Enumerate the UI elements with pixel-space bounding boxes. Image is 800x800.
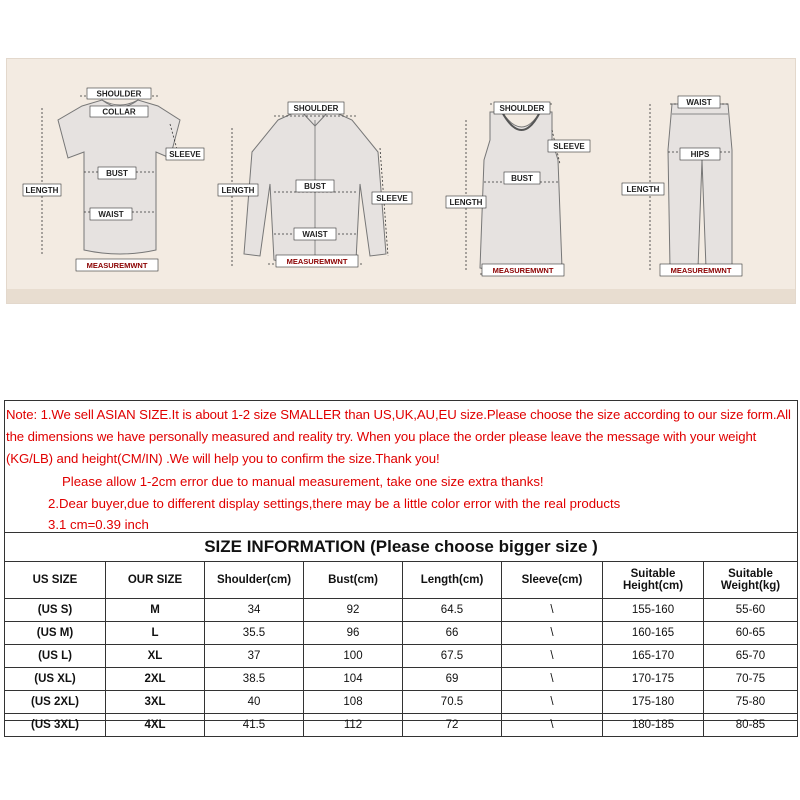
cell-bust: 100 — [304, 645, 403, 668]
table-row — [5, 599, 798, 622]
tshirt-shoulder-label: SHOULDER — [96, 89, 142, 99]
cell-height: 170-175 — [603, 668, 704, 691]
pants-measurement-label: MEASUREMWNT — [670, 266, 732, 275]
size-table-header-row — [5, 562, 798, 599]
tank-measurement-label: MEASUREMWNT — [492, 266, 554, 275]
note-error-allowance: Please allow 1-2cm error due to manual measurement, take one size extra thanks! — [62, 474, 544, 489]
cell-shoulder: 40 — [205, 691, 304, 714]
tank-length-label: LENGTH — [449, 198, 483, 207]
table-row — [5, 691, 798, 714]
table-row — [5, 645, 798, 668]
cell-weight: 70-75 — [704, 668, 798, 691]
shirt-bust-label: BUST — [304, 182, 326, 191]
shirt-length-label: LENGTH — [221, 186, 255, 195]
cell-weight: 55-60 — [704, 599, 798, 622]
tshirt-bust-label: BUST — [106, 169, 128, 178]
cell-our-size: 4XL — [106, 714, 205, 737]
cell-bust: 96 — [304, 622, 403, 645]
pants-length-label: LENGTH — [626, 185, 660, 194]
pants-hips-label: HIPS — [690, 150, 710, 159]
cell-our-size: 3XL — [106, 691, 205, 714]
cell-us-size: (US L) — [5, 645, 106, 668]
header-us-size: US SIZE — [5, 562, 106, 599]
cell-our-size: L — [106, 622, 205, 645]
header-height: Suitable Height(cm) — [603, 562, 704, 599]
cell-height: 180-185 — [603, 714, 704, 737]
cell-weight: 60-65 — [704, 622, 798, 645]
table-row — [5, 714, 798, 737]
cell-sleeve: \ — [502, 714, 603, 737]
cell-sleeve: \ — [502, 691, 603, 714]
header-sleeve: Sleeve(cm) — [502, 562, 603, 599]
cell-sleeve: \ — [502, 599, 603, 622]
cell-us-size: (US M) — [5, 622, 106, 645]
cell-length: 67.5 — [403, 645, 502, 668]
cell-us-size: (US XL) — [5, 668, 106, 691]
cell-length: 72 — [403, 714, 502, 737]
shirt-sleeve-label: SLEEVE — [376, 194, 408, 203]
note-conversion: 3.1 cm=0.39 inch — [48, 517, 149, 532]
cell-shoulder: 38.5 — [205, 668, 304, 691]
tshirt-diagram — [20, 84, 210, 284]
shirt-measurement-label: MEASUREMWNT — [286, 257, 348, 266]
tshirt-measurement-label: MEASUREMWNT — [86, 261, 148, 270]
cell-us-size: (US 2XL) — [5, 691, 106, 714]
table-row — [5, 622, 798, 645]
cell-our-size: 2XL — [106, 668, 205, 691]
cell-length: 66 — [403, 622, 502, 645]
cell-length: 70.5 — [403, 691, 502, 714]
cell-length: 69 — [403, 668, 502, 691]
tank-bust-label: BUST — [511, 174, 533, 183]
shirt-shoulder-label: SHOULDER — [293, 104, 339, 113]
tank-diagram — [440, 90, 600, 285]
cell-height: 175-180 — [603, 691, 704, 714]
cell-shoulder: 35.5 — [205, 622, 304, 645]
cell-our-size: XL — [106, 645, 205, 668]
table-row — [5, 668, 798, 691]
tshirt-collar-label: COLLAR — [102, 107, 136, 117]
cell-height: 160-165 — [603, 622, 704, 645]
size-table-title: SIZE INFORMATION (Please choose bigger size ) — [5, 533, 798, 562]
tshirt-sleeve-label: SLEEVE — [169, 150, 201, 159]
cell-height: 165-170 — [603, 645, 704, 668]
cell-us-size: (US 3XL) — [5, 714, 106, 737]
cell-weight: 75-80 — [704, 691, 798, 714]
cell-bust: 104 — [304, 668, 403, 691]
tshirt-waist-label: WAIST — [98, 210, 124, 219]
cell-sleeve: \ — [502, 645, 603, 668]
cell-shoulder: 37 — [205, 645, 304, 668]
tank-shoulder-label: SHOULDER — [499, 104, 545, 113]
pants-waist-label: WAIST — [686, 98, 712, 107]
cell-shoulder: 41.5 — [205, 714, 304, 737]
note-color-error: 2.Dear buyer,due to different display settings,there may be a little color error with the real products — [48, 496, 621, 511]
cell-bust: 108 — [304, 691, 403, 714]
header-weight: Suitable Weight(kg) — [704, 562, 798, 599]
cell-bust: 92 — [304, 599, 403, 622]
cell-us-size: (US S) — [5, 599, 106, 622]
cell-sleeve: \ — [502, 622, 603, 645]
cell-weight: 65-70 — [704, 645, 798, 668]
cell-weight: 80-85 — [704, 714, 798, 737]
cell-length: 64.5 — [403, 599, 502, 622]
cell-sleeve: \ — [502, 668, 603, 691]
banner-shadow — [7, 289, 795, 303]
cell-height: 155-160 — [603, 599, 704, 622]
pants-diagram — [620, 90, 780, 285]
shirt-diagram — [210, 92, 420, 282]
tank-sleeve-label: SLEEVE — [553, 142, 585, 151]
note-paragraph: Note: 1.We sell ASIAN SIZE.It is about 1-2 size SMALLER than US,UK,AU,EU size.Please choose the size according to our size form.All the dimensions we have personally measured and reality try. When you place the order please leave the message with your weight (KG/LB) and height(CM/IN) .We will help you to confirm the size.Thank you! — [6, 407, 791, 466]
header-length: Length(cm) — [403, 562, 502, 599]
size-table — [4, 532, 798, 737]
cell-bust: 112 — [304, 714, 403, 737]
header-our-size: OUR SIZE — [106, 562, 205, 599]
cell-shoulder: 34 — [205, 599, 304, 622]
shirt-waist-label: WAIST — [302, 230, 328, 239]
header-bust: Bust(cm) — [304, 562, 403, 599]
cell-our-size: M — [106, 599, 205, 622]
tshirt-length-label: LENGTH — [25, 186, 59, 195]
header-shoulder: Shoulder(cm) — [205, 562, 304, 599]
